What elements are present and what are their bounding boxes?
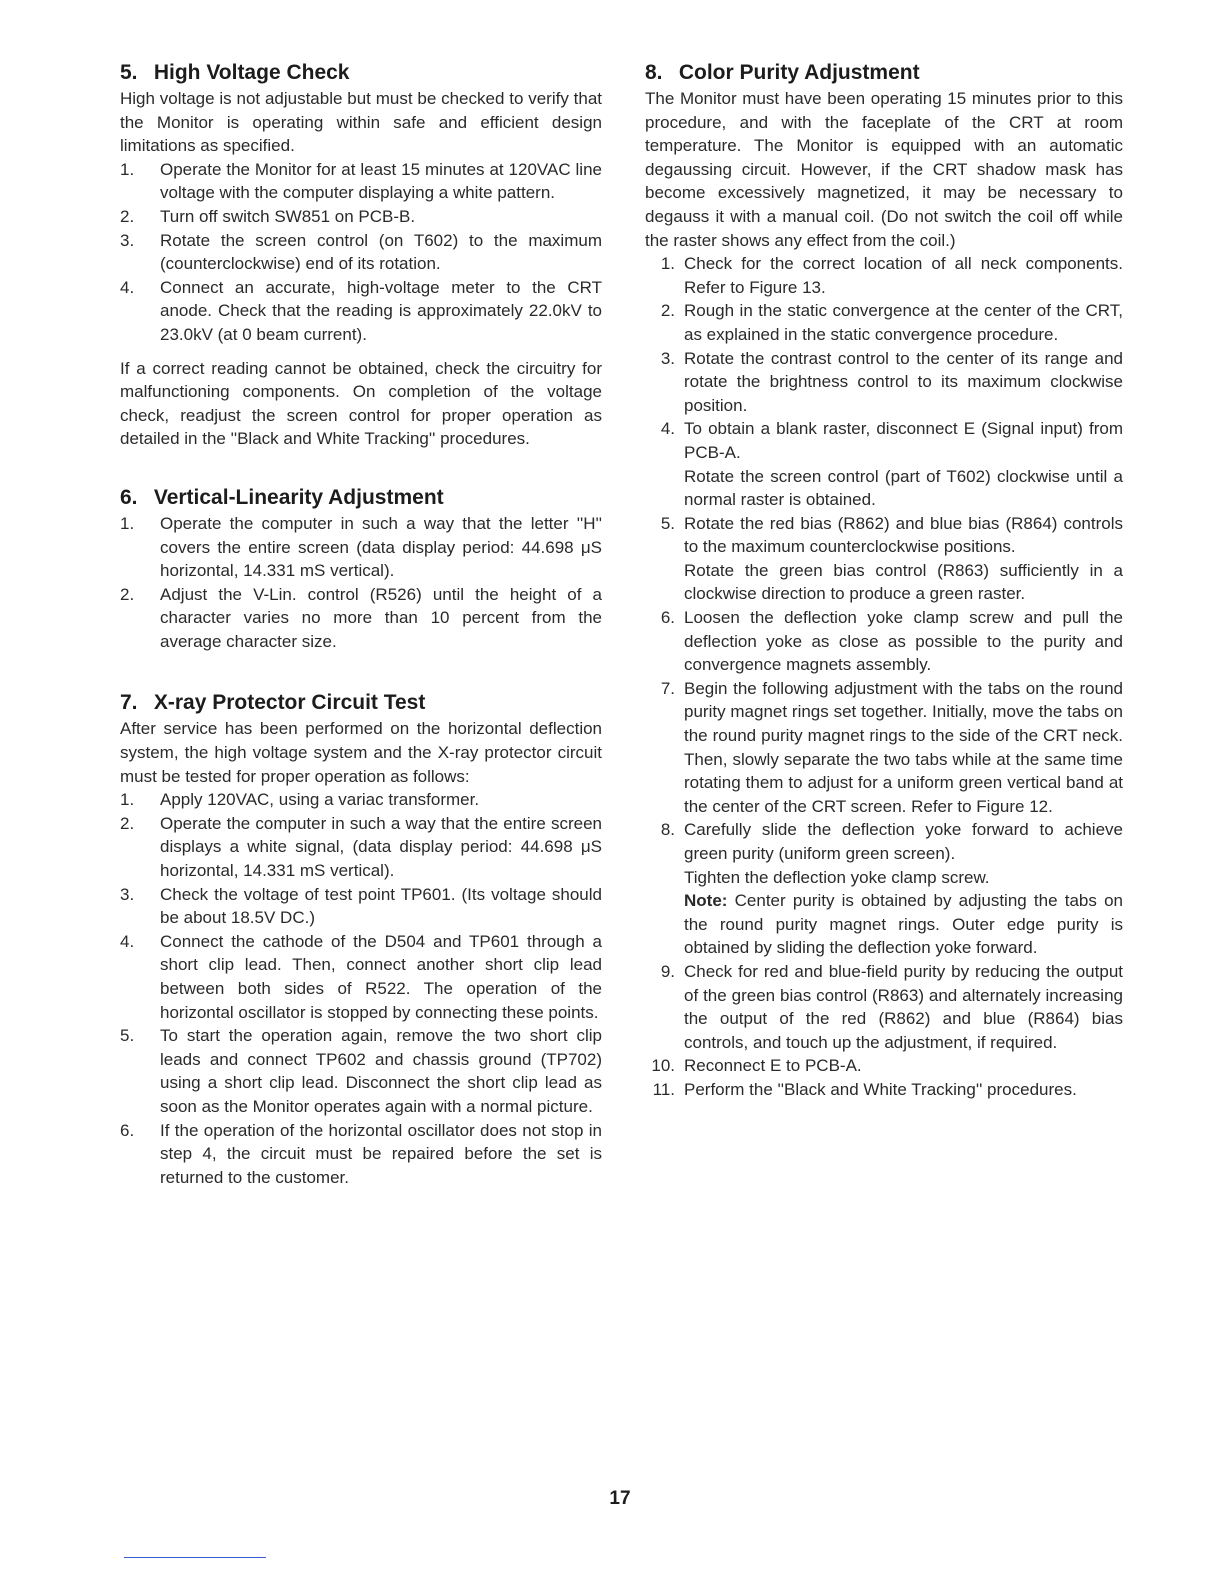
section-heading: 5. High Voltage Check — [120, 61, 350, 84]
list-item: 4. To obtain a blank raster, disconnect E (Signal input) from PCB-A. Rotate the screen control (part of T602) clockwise until a normal raster is obtained. — [645, 417, 1123, 511]
step-list — [120, 788, 602, 1189]
list-item: 6. If the operation of the horizontal oscillator does not stop in step 4, the circuit must be repaired before the set is returned to the customer. — [120, 1120, 602, 1187]
section-xray-protector — [120, 688, 602, 1189]
list-item: 3. Rotate the contrast control to the center of its range and rotate the brightness control to its maximum clockwise position. — [660, 348, 1123, 415]
list-item: 2. Operate the computer in such a way that the entire screen displays a white signal, (data display period: 44.698 μS horizontal, 14.331 mS vertical). — [120, 813, 602, 881]
note-text: Center purity is obtained by adjusting the tabs on the round purity magnet rings. Outer edge purity is obtained by sliding the deflection yoke forward. — [684, 891, 1123, 958]
list-item: 11. Perform the ''Black and White Tracking'' procedures. — [652, 1079, 1077, 1099]
list-item: 1. Check for the correct location of all neck components. Refer to Figure 13. — [660, 254, 1123, 297]
list-item: 3. Check the voltage of test point TP601. (Its voltage should be about 18.5V DC.) — [120, 884, 602, 928]
section-color-purity — [645, 58, 1123, 1102]
step-list — [120, 512, 602, 654]
section-high-voltage-check — [120, 58, 602, 451]
list-item: 1. Apply 120VAC, using a variac transformer. — [120, 790, 480, 810]
left-column — [120, 58, 602, 1189]
section-heading: 8. Color Purity Adjustment — [645, 61, 920, 84]
section-heading: 6. Vertical-Linearity Adjustment — [120, 485, 444, 509]
right-column — [645, 58, 1123, 1102]
list-item: 2. Turn off switch SW851 on PCB-B. — [120, 206, 416, 226]
list-item: 5. Rotate the red bias (R862) and blue bias (R864) controls to the maximum counterclockwise positions. Rotate the green bias control (R863) sufficiently in a clockwise direction to produce a green raster. — [645, 512, 1123, 606]
section-vertical-linearity — [120, 483, 602, 654]
list-item: 1. Operate the computer in such a way that the letter ''H'' covers the entire screen (data display period: 44.698 μS horizontal, 14.331 mS vertical). — [120, 513, 602, 581]
list-item: 7. Begin the following adjustment with the tabs on the round purity magnet rings set together. Initially, move the tabs on the round purity magnet rings to the side of the CRT neck. Then, slowly separate the two tabs while at the same time rotating them to adjust for a uniform green vertical band at the center of the CRT screen. Refer to Figure 12. — [660, 678, 1123, 816]
page-number: 17 — [609, 1488, 631, 1509]
section-intro: High voltage is not adjustable but must be checked to verify that the Monitor is operating within safe and efficient design limitations as specified. — [120, 89, 602, 156]
step-continuation: Tighten the deflection yoke clamp screw. — [684, 867, 990, 887]
note-label: Note: — [684, 891, 728, 911]
section-followup: If a correct reading cannot be obtained, check the circuitry for malfunctioning components. On completion of the voltage check, readjust the screen control for proper operation as detailed in the ''Black and White Tracking'' procedures. — [120, 358, 602, 449]
section-intro: The Monitor must have been operating 15 minutes prior to this procedure, and with the faceplate of the CRT at room temperature. The Monitor is equipped with an automatic degaussing circuit. However, if the CRT shadow mask has become excessively magnetized, it may be necessary to degauss it with a manual coil. (Do not switch the coil off while the raster shows any effect from the coil.) — [645, 89, 1123, 250]
list-item: 1. Operate the Monitor for at least 15 minutes at 120VAC line voltage with the computer displaying a white pattern. — [120, 159, 602, 203]
list-item: 2. Rough in the static convergence at the center of the CRT, as explained in the static convergence procedure. — [660, 301, 1123, 344]
step-list — [120, 158, 602, 347]
note — [684, 889, 1123, 960]
list-item: 4. Connect an accurate, high-voltage meter to the CRT anode. Check that the reading is approximately 22.0kV to 23.0kV (at 0 beam current). — [120, 277, 602, 344]
list-item: 6. Loosen the deflection yoke clamp screw and pull the deflection yoke as close as possible to the purity and convergence magnets assembly. — [660, 608, 1123, 675]
list-item: 2. Adjust the V-Lin. control (R526) until the height of a character varies no more than 10 percent from the average character size. — [120, 584, 602, 651]
list-item: 4. Connect the cathode of the D504 and TP601 through a short clip lead. Then, connect another short clip lead between both sides of R522. The operation of the horizontal oscillator is stopped by connecting these points. — [120, 931, 602, 1022]
list-item: 3. Rotate the screen control (on T602) to the maximum (counterclockwise) end of its rotation. — [120, 230, 602, 274]
step-continuation: Rotate the green bias control (R863) sufficiently in a clockwise direction to produce a green raster. — [684, 560, 1123, 604]
list-item: 10. Reconnect E to PCB-A. — [651, 1056, 862, 1076]
footer-rule — [124, 1557, 266, 1558]
section-heading: 7. X-ray Protector Circuit Test — [120, 691, 426, 715]
section-intro: After service has been performed on the horizontal deflection system, the high voltage system and the X-ray protector circuit must be tested for proper operation as follows: — [120, 719, 602, 786]
step-continuation: Rotate the screen control (part of T602) clockwise until a normal raster is obtained. — [684, 466, 1123, 510]
step-list — [645, 252, 1123, 1101]
list-item: 8. Carefully slide the deflection yoke forward to achieve green purity (uniform green screen). Tighten the deflection yoke clamp screw. Note: Center purity is obtained by adjusting the tabs on the round purity magnet rings. Outer edge purity is obtained by sliding the deflection yoke forward. — [645, 818, 1123, 960]
list-item: 9. Check for red and blue-field purity by reducing the output of the green bias control (R863) and alternately increasing the output of the red (R862) and blue (R864) bias controls, and touch up the adjustment, if required. — [660, 961, 1123, 1052]
list-item: 5. To start the operation again, remove the two short clip leads and connect TP602 and chassis ground (TP702) using a short clip lead. Disconnect the short clip lead as soon as the Monitor operates again with a normal picture. — [120, 1026, 602, 1116]
